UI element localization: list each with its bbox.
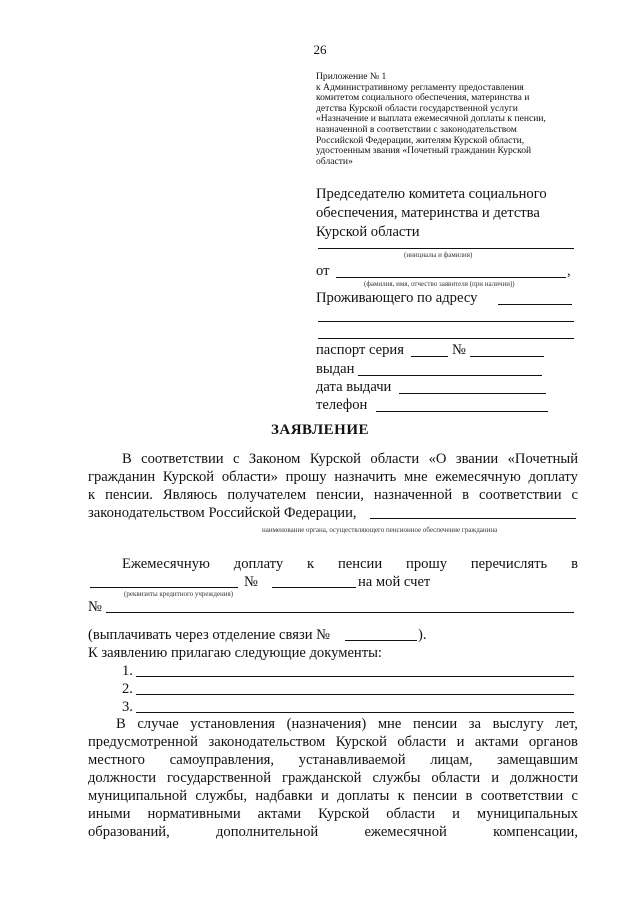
from-field[interactable] <box>336 277 566 278</box>
para3-line-4: должности государственной гражданской службы области и должности <box>88 770 578 786</box>
appendix-line: области» <box>316 155 353 167</box>
residing-label: Проживающего по адресу <box>316 290 478 306</box>
from-label: от <box>316 263 330 279</box>
para1-line-2: гражданин Курской области» прошу назначить мне ежемесячную доплату <box>88 469 578 485</box>
account-no-field-2[interactable] <box>106 612 574 613</box>
address-field-2[interactable] <box>318 321 574 322</box>
addressee-line-1: Председателю комитета социального <box>316 186 547 202</box>
phone-label: телефон <box>316 397 368 413</box>
address-field-1[interactable] <box>498 304 572 305</box>
appendix-header <box>316 72 606 167</box>
appendix-line: удостоенным звания «Почетный гражданин Курской <box>316 145 532 157</box>
para3-line-6: иными нормативными актами Курской области и муниципальных <box>88 806 578 822</box>
post-office-text: (выплачивать через отделение связи № <box>88 627 331 643</box>
passport-series-field[interactable] <box>411 356 448 357</box>
attach-item-number: 3. <box>122 699 133 715</box>
initials-caption: (инициалы и фамилия) <box>404 251 473 259</box>
from-comma: , <box>567 263 571 279</box>
page-number: 26 <box>313 42 327 57</box>
account-no-label-2: № <box>88 599 102 615</box>
attach-item-field[interactable] <box>136 676 574 677</box>
initials-field[interactable] <box>318 248 574 249</box>
pension-authority-caption: наименование органа, осуществляющего пенсионное обеспечение гражданина <box>262 526 498 534</box>
attach-item-number: 1. <box>122 663 133 679</box>
para2-line-1: Ежемесячную доплату к пенсии прошу перечислять в <box>122 556 578 572</box>
para3-line-7: образований, дополнительной ежемесячной компенсации, <box>88 824 578 840</box>
appendix-line: назначенной в соответствии с законодательством <box>316 123 517 135</box>
pension-authority-field[interactable] <box>370 518 576 519</box>
address-field-3[interactable] <box>318 338 574 339</box>
issued-field[interactable] <box>358 375 542 376</box>
appendix-line: «Назначение и выплата ежемесячной доплаты к пенсии, <box>316 113 546 125</box>
appendix-line: детства Курской области государственной услуги <box>316 102 518 114</box>
from-caption: (фамилия, имя, отчество заявителя (при наличии)) <box>364 280 515 288</box>
para3-line-2: предусмотренной законодательством Курской области и актами органов <box>88 734 578 750</box>
account-no-field[interactable] <box>272 587 356 588</box>
passport-no-label: № <box>452 342 466 358</box>
issue-date-field[interactable] <box>399 393 546 394</box>
attach-item-field[interactable] <box>136 712 574 713</box>
addressee-line-3: Курской области <box>316 224 420 240</box>
appendix-line: Приложение № 1 <box>316 71 387 82</box>
account-no-label: № <box>244 574 258 590</box>
para1-line-4: законодательством Российской Федерации, <box>88 505 357 521</box>
bank-details-field[interactable] <box>90 587 238 588</box>
appendix-line: комитетом социального обеспечения, материнства и <box>316 92 530 104</box>
issued-label: выдан <box>316 361 355 377</box>
attach-intro: К заявлению прилагаю следующие документы: <box>88 645 382 661</box>
para3-line-5: муниципальной службы, надбавки и доплаты к пенсии в соответствии с <box>88 788 578 804</box>
attach-item-number: 2. <box>122 681 133 697</box>
phone-field[interactable] <box>376 411 548 412</box>
passport-no-field[interactable] <box>470 356 544 357</box>
passport-series-label: паспорт серия <box>316 342 404 358</box>
post-office-field[interactable] <box>345 640 417 641</box>
addressee-line-2: обеспечения, материнства и детства <box>316 205 540 221</box>
post-office-end: ). <box>418 627 427 643</box>
para1-line-1: В соответствии с Законом Курской области «О звании «Почетный <box>122 451 578 467</box>
document-title: ЗАЯВЛЕНИЕ <box>270 422 370 438</box>
para1-line-3: к пенсии. Являюсь получателем пенсии, назначенной в соответствии с <box>88 487 578 503</box>
my-account-label: на мой счет <box>358 574 431 590</box>
issue-date-label: дата выдачи <box>316 379 392 395</box>
appendix-line: к Административному регламенту предоставления <box>316 81 524 93</box>
para3-line-3: местного самоуправления, устанавливаемой лицам, замещавшим <box>88 752 578 768</box>
para3-line-1: В случае установления (назначения) мне пенсии за выслугу лет, <box>116 716 578 732</box>
appendix-line: Российской Федерации, жителям Курской области, <box>316 134 525 146</box>
attach-item-field[interactable] <box>136 694 574 695</box>
bank-details-caption: (реквизиты кредитного учреждения) <box>124 590 234 598</box>
